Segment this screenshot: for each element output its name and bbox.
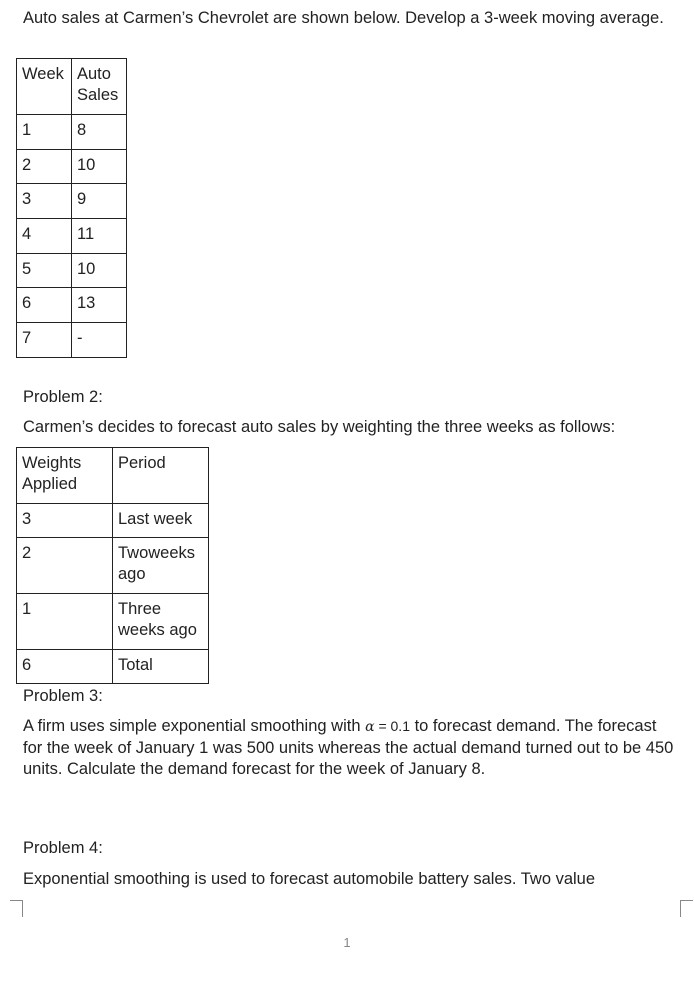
problem3-text-after: to forecast demand. The forecast for the week of January 1 was 500 units whereas the actual demand turned out to be 450 units. Calculate the demand forecast for the week of January 8. <box>23 717 674 778</box>
problem3-text-before: A firm uses simple exponential smoothing with <box>23 717 361 735</box>
alpha-symbol: α <box>365 719 375 735</box>
weight-cell: 1 <box>17 594 113 650</box>
table-row <box>17 650 209 684</box>
sales-cell: 10 <box>72 253 127 288</box>
problem4-title: Problem 4: <box>23 839 103 857</box>
sales-cell: 10 <box>72 149 127 184</box>
sales-cell: 13 <box>72 288 127 323</box>
week-cell: 1 <box>17 115 72 150</box>
alpha-value: = 0.1 <box>374 718 410 734</box>
week-header: Week <box>17 59 72 115</box>
table-header-row <box>17 448 209 504</box>
period-cell: Total <box>113 650 209 684</box>
sales-cell: 9 <box>72 184 127 219</box>
weight-cell: 2 <box>17 538 113 594</box>
problem2-intro: Carmen’s decides to forecast auto sales by weighting the three weeks as follows: <box>23 418 616 436</box>
table-row <box>17 115 127 150</box>
table-row <box>17 184 127 219</box>
table-row <box>17 323 127 358</box>
auto-sales-header: Auto Sales <box>72 59 127 115</box>
period-cell: Three weeks ago <box>113 594 209 650</box>
problem1-intro: Auto sales at Carmen’s Chevrolet are shown below. Develop a 3-week moving average. <box>23 9 664 27</box>
sales-cell: 11 <box>72 219 127 254</box>
problem2-title: Problem 2: <box>23 388 103 406</box>
table-header-row <box>17 59 127 115</box>
page-number: 1 <box>343 935 351 950</box>
table-row <box>17 504 209 538</box>
problem3-text <box>23 716 678 780</box>
table-row <box>17 594 209 650</box>
sales-cell: - <box>72 323 127 358</box>
auto-sales-table <box>16 58 127 358</box>
page-corner-mark-left <box>10 900 23 917</box>
table-row <box>17 219 127 254</box>
table-row <box>17 149 127 184</box>
table-row <box>17 288 127 323</box>
page-corner-mark-right <box>680 900 693 917</box>
week-cell: 5 <box>17 253 72 288</box>
sales-cell: 8 <box>72 115 127 150</box>
table-row <box>17 253 127 288</box>
week-cell: 6 <box>17 288 72 323</box>
weights-header: Weights Applied <box>17 448 113 504</box>
weights-table <box>16 447 209 684</box>
weight-cell: 6 <box>17 650 113 684</box>
problem4-text: Exponential smoothing is used to forecast automobile battery sales. Two value <box>23 870 596 888</box>
period-cell: Twoweeks ago <box>113 538 209 594</box>
week-cell: 2 <box>17 149 72 184</box>
table-row <box>17 538 209 594</box>
week-cell: 7 <box>17 323 72 358</box>
period-header: Period <box>113 448 209 504</box>
week-cell: 3 <box>17 184 72 219</box>
period-cell: Last week <box>113 504 209 538</box>
weight-cell: 3 <box>17 504 113 538</box>
problem3-title: Problem 3: <box>23 687 103 705</box>
week-cell: 4 <box>17 219 72 254</box>
